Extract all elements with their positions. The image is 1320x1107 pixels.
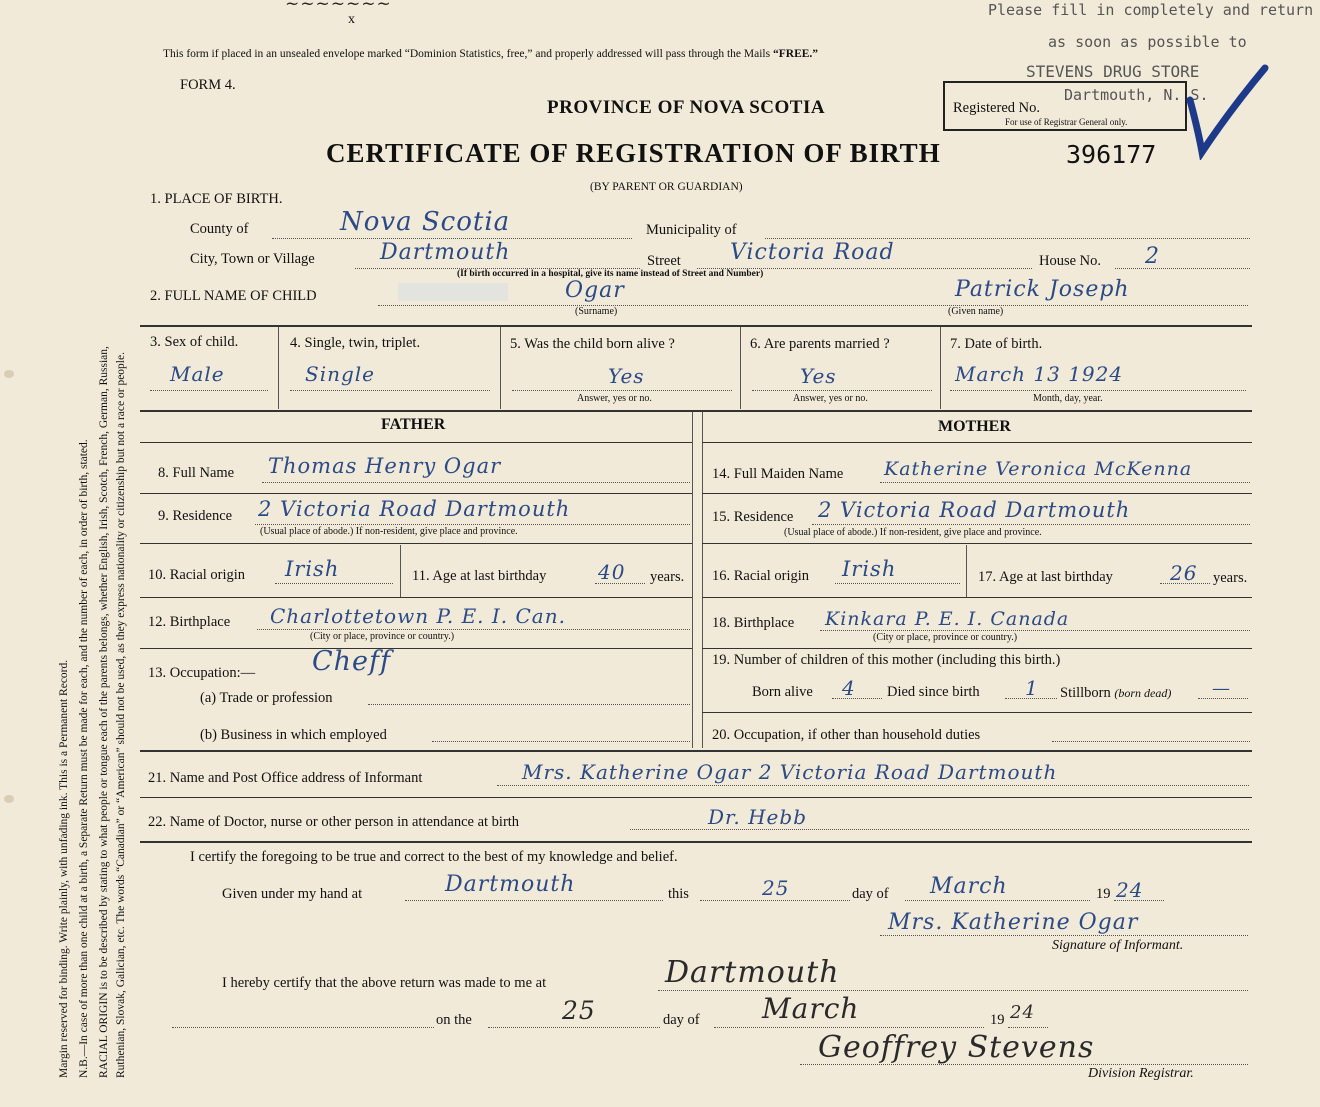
date-of-birth-label: 7. Date of birth. [950, 336, 1043, 352]
certification-day-of-label: day of [852, 886, 889, 902]
house-number-line [1115, 268, 1250, 269]
divider [500, 327, 501, 409]
father-age-label: 11. Age at last birthday [412, 568, 547, 584]
mother-occupation-label: 20. Occupation, if other than household duties [712, 727, 981, 743]
county-label: County of [190, 221, 249, 237]
informant-signature-line [880, 935, 1248, 936]
mother-name-label: 14. Full Maiden Name [712, 466, 844, 482]
parents-married-label: 6. Are parents married ? [750, 336, 890, 352]
rule [140, 597, 692, 598]
father-occupation-value: Cheff [312, 646, 392, 677]
doctor-line [630, 829, 1249, 830]
rule [702, 543, 1252, 544]
registered-number-note: For use of Registrar General only. [1005, 117, 1128, 127]
mother-residence-value: 2 Victoria Road Dartmouth [818, 498, 1131, 522]
registrar-statement: I hereby certify that the above return was made to me at [222, 975, 547, 991]
return-stamp-line3: STEVENS DRUG STORE [1026, 62, 1200, 81]
certification-day-line [700, 900, 850, 901]
registered-number-box [943, 81, 1187, 131]
rule [140, 797, 1252, 798]
father-name-line [262, 482, 690, 483]
informant-value: Mrs. Katherine Ogar 2 Victoria Road Dartmouth [522, 760, 1058, 784]
registrar-signature: Geoffrey Stevens [818, 1030, 1095, 1065]
plurality-label: 4. Single, twin, triplet. [290, 335, 421, 351]
father-heading: FATHER [381, 416, 446, 433]
certification-day-value: 25 [762, 876, 790, 900]
divider [400, 545, 401, 597]
certificate-number: 396177 [1066, 140, 1157, 169]
rule [702, 648, 1252, 649]
mother-name-value: Katherine Veronica McKenna [884, 458, 1193, 480]
father-name-label: 8. Full Name [158, 465, 235, 481]
registrar-on-the-label: on the [436, 1012, 472, 1028]
binding-hole [4, 795, 14, 803]
return-stamp-line4: Dartmouth, N. S. [1064, 86, 1209, 104]
informant-label: 21. Name and Post Office address of Informant [148, 770, 423, 786]
certification-month-value: March [930, 874, 1008, 899]
born-alive-value: Yes [608, 364, 645, 388]
plurality-value: Single [305, 362, 376, 386]
registrar-year-line [1008, 1027, 1048, 1028]
mother-heading: MOTHER [938, 418, 1011, 435]
father-birthplace-line [257, 629, 690, 630]
father-years-label: years. [650, 569, 685, 585]
rule [702, 442, 1252, 443]
rule [140, 750, 1252, 752]
municipality-label: Municipality of [646, 222, 737, 238]
business-employed-line [432, 741, 690, 742]
sex-line [150, 390, 268, 391]
date-of-birth-value: March 13 1924 [955, 362, 1124, 386]
given-place-line [405, 900, 663, 901]
certification-year-prefix: 19 [1096, 886, 1111, 902]
child-given-name-value: Patrick Joseph [955, 277, 1130, 302]
sex-value: Male [170, 362, 225, 386]
top-scribble: ~~~~~~~ [285, 0, 392, 14]
informant-signature: Mrs. Katherine Ogar [888, 910, 1139, 935]
divider [966, 545, 967, 597]
mother-birthplace-line [820, 630, 1250, 631]
rule [140, 648, 692, 649]
rule [140, 410, 1252, 412]
mother-years-label: years. [1213, 570, 1248, 586]
sex-label: 3. Sex of child. [150, 334, 239, 350]
mother-abode-note: (Usual place of abode.) If non-resident, give place and province. [784, 527, 1042, 538]
informant-signature-caption: Signature of Informant. [1052, 938, 1184, 953]
divider [940, 327, 941, 409]
rule [140, 543, 692, 544]
father-racial-origin-line [275, 583, 393, 584]
rule [140, 841, 1252, 843]
street-label: Street [647, 253, 681, 269]
divider [278, 327, 279, 409]
born-alive-line [512, 390, 732, 391]
trade-profession-label: (a) Trade or profession [200, 690, 333, 706]
certificate-title: CERTIFICATE OF REGISTRATION OF BIRTH [326, 138, 941, 168]
parents-married-value: Yes [800, 364, 837, 388]
mother-racial-origin-line [835, 583, 960, 584]
division-registrar-caption: Division Registrar. [1088, 1066, 1194, 1081]
born-alive-count-label: Born alive [752, 684, 813, 700]
registrar-month-value: March [762, 992, 860, 1025]
rule [140, 325, 1252, 327]
father-residence-label: 9. Residence [158, 508, 233, 524]
died-since-birth-value: 1 [1025, 676, 1039, 700]
house-number-value: 2 [1145, 244, 1160, 269]
this-label: this [668, 886, 689, 902]
registrar-left-line [172, 1027, 434, 1028]
city-label: City, Town or Village [190, 251, 315, 267]
return-stamp-line1: Please fill in completely and return [988, 1, 1314, 19]
father-racial-origin-value: Irish [285, 557, 340, 581]
margin-note-racial-origin-continued: Ruthenian, Slovak, Galician, etc. The words “Canadian” or “American” should not be used, as they express nationality or citizenship but not a race or people. [115, 352, 127, 1078]
mother-age-value: 26 [1170, 561, 1198, 585]
child-name-label: 2. FULL NAME OF CHILD [150, 288, 317, 304]
informant-line [497, 785, 1249, 786]
rule [140, 442, 692, 443]
return-stamp-line2: as soon as possible to [1048, 33, 1247, 51]
mother-occupation-line [1052, 741, 1250, 742]
child-name-line [378, 305, 1248, 306]
checkmark-icon [1180, 60, 1270, 160]
given-place-value: Dartmouth [445, 872, 576, 897]
divider [702, 412, 703, 748]
doctor-label: 22. Name of Doctor, nurse or other person in attendance at birth [148, 814, 520, 830]
father-birthplace-value: Charlottetown P. E. I. Can. [270, 604, 566, 628]
father-abode-note: (Usual place of abode.) If non-resident, give place and province. [260, 526, 518, 537]
county-line [272, 238, 632, 239]
doctor-value: Dr. Hebb [708, 805, 807, 829]
house-number-label: House No. [1039, 253, 1102, 269]
city-value: Dartmouth [380, 240, 511, 265]
stillborn-label: Stillborn (born dead) [1060, 685, 1172, 701]
margin-note-racial-origin: RACIAL ORIGIN is to be described by stating to what people or tongue each of the parents belongs, whether English, Irish, Scotch, French, German, Russian, [98, 346, 110, 1078]
father-age-value: 40 [598, 560, 626, 584]
scribble-x: x [348, 12, 355, 27]
mother-residence-line [812, 524, 1250, 525]
mother-residence-label: 15. Residence [712, 509, 794, 525]
father-name-value: Thomas Henry Ogar [268, 454, 502, 478]
certification-year-value: 24 [1116, 878, 1144, 902]
form-number: FORM 4. [180, 77, 236, 93]
binding-hole [4, 370, 14, 378]
registrar-day-line [488, 1027, 660, 1028]
date-of-birth-line [950, 390, 1246, 391]
divider [740, 327, 741, 409]
certificate-subtitle: (BY PARENT OR GUARDIAN) [590, 181, 743, 193]
father-residence-line [255, 524, 690, 525]
given-name-caption: (Given name) [948, 306, 1004, 317]
stillborn-value: — [1212, 678, 1231, 699]
municipality-line [765, 238, 1250, 239]
registrar-place-line [658, 990, 1248, 991]
born-alive-caption: Answer, yes or no. [577, 393, 652, 404]
registrar-place-value: Dartmouth [665, 955, 840, 990]
postage-note: This form if placed in an unsealed envelope marked “Dominion Statistics, free,” and properly addressed will pass through the Mails “FREE.” [163, 48, 819, 60]
born-alive-count-line [832, 698, 882, 699]
trade-profession-line [368, 704, 690, 705]
redacted-area [398, 283, 508, 301]
divider [692, 412, 693, 748]
registrar-day-of-label: day of [663, 1012, 700, 1028]
mother-name-line [880, 482, 1250, 483]
registrar-month-line [714, 1027, 984, 1028]
mother-birthplace-label: 18. Birthplace [712, 615, 795, 631]
born-alive-count-value: 4 [842, 676, 856, 700]
father-racial-origin-label: 10. Racial origin [148, 567, 246, 583]
certification-statement: I certify the foregoing to be true and correct to the best of my knowledge and belief. [190, 849, 678, 865]
father-residence-value: 2 Victoria Road Dartmouth [258, 497, 571, 521]
certification-month-line [905, 900, 1090, 901]
rule [702, 712, 1252, 713]
father-occupation-label: 13. Occupation:— [148, 665, 256, 681]
registrar-year-value: 24 [1010, 1002, 1035, 1023]
mother-birthplace-value: Kinkara P. E. I. Canada [825, 608, 1070, 630]
province-heading: PROVINCE OF NOVA SCOTIA [547, 97, 826, 118]
hospital-note: (If birth occurred in a hospital, give its name instead of Street and Number) [457, 269, 764, 279]
rule [140, 493, 692, 494]
mother-birthplace-note: (City or place, province or country.) [873, 632, 1018, 643]
given-under-hand-label: Given under my hand at [222, 886, 363, 902]
registered-number-label: Registered No. [953, 100, 1040, 116]
mother-age-label: 17. Age at last birthday [978, 569, 1113, 585]
registrar-day-value: 25 [562, 996, 596, 1025]
rule [702, 493, 1252, 494]
street-value: Victoria Road [730, 240, 895, 265]
died-since-birth-label: Died since birth [887, 684, 980, 700]
mother-racial-origin-label: 16. Racial origin [712, 568, 810, 584]
father-birthplace-note: (City or place, province or country.) [310, 631, 455, 642]
father-birthplace-label: 12. Birthplace [148, 614, 231, 630]
plurality-line [290, 390, 490, 391]
surname-caption: (Surname) [575, 306, 618, 317]
parents-married-line [752, 390, 932, 391]
born-alive-question-label: 5. Was the child born alive ? [510, 336, 675, 352]
registrar-year-prefix: 19 [990, 1012, 1005, 1028]
parents-married-caption: Answer, yes or no. [793, 393, 868, 404]
rule [702, 597, 1252, 598]
date-of-birth-caption: Month, day, year. [1033, 393, 1103, 404]
margin-note-multiple-births: N.B.—In case of more than one child at a birth, a Separate Return must be made for each, and the number of each, in order of birth, stated. [78, 439, 90, 1078]
county-value: Nova Scotia [340, 207, 511, 237]
child-surname-value: Ogar [565, 278, 625, 303]
children-count-label: 19. Number of children of this mother (including this birth.) [712, 652, 1061, 668]
margin-note-binding: Margin reserved for binding. Write plainly, with unfading ink. This is a Permanent Record. [58, 659, 70, 1078]
place-of-birth-heading: 1. PLACE OF BIRTH. [150, 191, 283, 207]
mother-racial-origin-value: Irish [842, 557, 897, 581]
business-employed-label: (b) Business in which employed [200, 727, 387, 743]
